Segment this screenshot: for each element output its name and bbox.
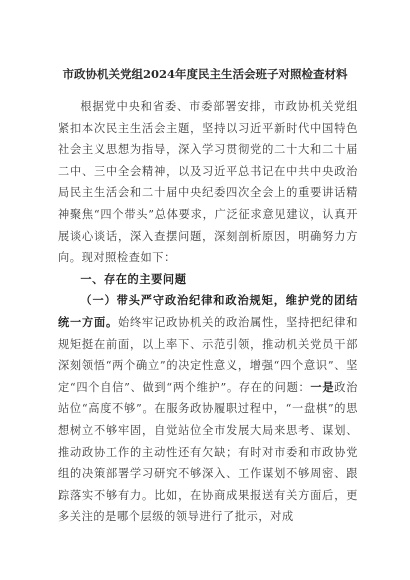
- subsection-text: 始终牢记政协机关的政治属性，坚持把纪律和规矩挺在前面，以上率下、示范引领，推动机关党员干部深刻领悟“两个确立”的决定性意义，增强“四个意识”、坚定“四个自信”、做到“两个维护”。存在的问题：: [58, 315, 358, 394]
- document-body: [58, 96, 358, 528]
- problem-label: 一是: [310, 379, 335, 394]
- document-title: 市政协机关党组2024年度民主生活会班子对照检查材料: [62, 67, 348, 81]
- subsection-paragraph: [58, 290, 358, 528]
- problem-text: 政治站位“高度不够”。在服务政协履职过程中，“一盘棋”的思想树立不够牢固，自觉站位全市发展大局来思考、谋划、推动政协工作的主动性还有欠缺；有时对市委和市政协党组的决策部署学习研究不够深入、工作谋划不够周密、跟踪落实不够有力。比如，在协商成果报送有关方面后，更多关注的是哪个层级的领导进行了批示，对成: [58, 380, 358, 524]
- intro-paragraph: 根据党中央和省委、市委部署安排，市政协机关党组紧扣本次民主生活会主题，坚持以习近平新时代中国特色社会主义思想为指导，深入学习贯彻党的二十大和二十届二中、三中全会精神，以及习近平总书记在中共中央政治局民主生活会和二十届中央纪委四次全会上的重要讲话精神聚焦“四个带头”总体要求，广泛征求意见建议，认真开展谈心谈话，深入查摆问题，深刻剖析原因，明确努力方向。现对照检查如下：: [58, 100, 358, 265]
- section-heading: 一、存在的主要问题: [80, 271, 187, 286]
- subsection-heading: （一）带头严守政治纪律和政治规矩，维护党的团结统一方面。: [58, 293, 358, 329]
